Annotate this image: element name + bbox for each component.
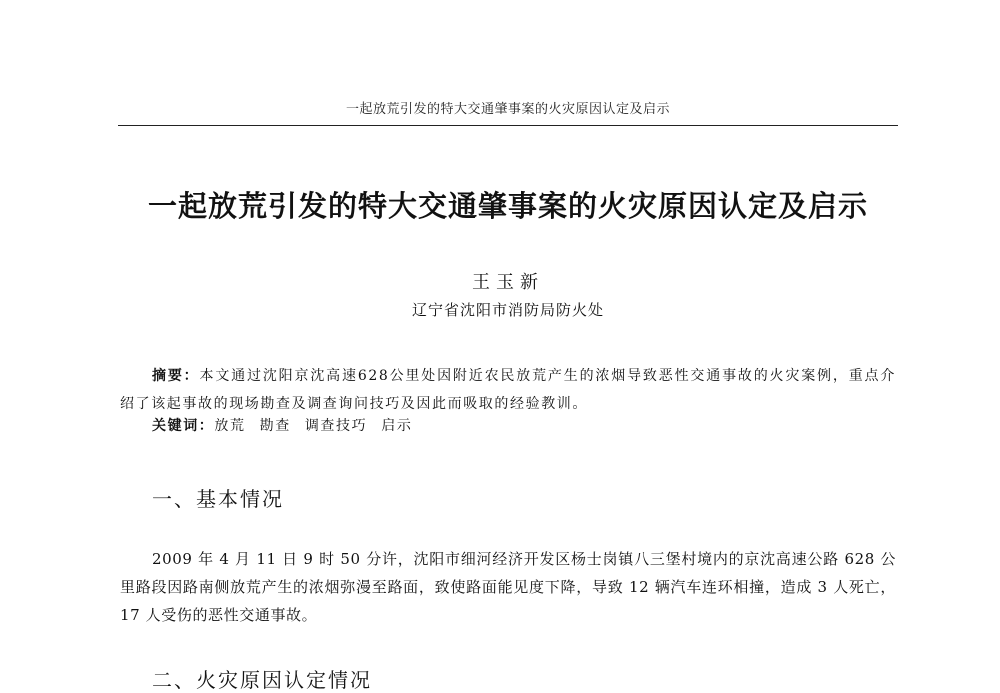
keyword: 勘查: [259, 418, 291, 434]
abstract-label: 摘要：: [152, 368, 200, 384]
keyword: 启示: [381, 418, 413, 434]
keywords: [152, 414, 896, 438]
abstract: [120, 362, 896, 418]
abstract-text: 本文通过沈阳京沈高速628公里处因附近农民放荒产生的浓烟导致恶性交通事故的火灾案例，重点介绍了该起事故的现场勘查及调查询问技巧及因此而吸取的经验教训。: [120, 368, 896, 412]
author-affiliation: 辽宁省沈阳市消防局防火处: [411, 301, 604, 319]
section-heading: 一、基本情况: [152, 487, 284, 511]
keywords-label: 关键词：: [152, 418, 215, 434]
keyword: 调查技巧: [304, 418, 368, 434]
running-header: 一起放荒引发的特大交通肇事案的火灾原因认定及启示: [345, 102, 670, 117]
article-title: 一起放荒引发的特大交通肇事案的火灾原因认定及启示: [147, 189, 868, 223]
keyword: 放荒: [214, 418, 246, 434]
header-divider: [118, 125, 898, 126]
author-name: 王玉新: [472, 272, 544, 293]
section-paragraph: 2009 年 4 月 11 日 9 时 50 分许，沈阳市细河经济开发区杨士岗镇八三堡村境内的京沈高速公路 628 公里路段因路南侧放荒产生的浓烟弥漫至路面，致使路面能见度下降，导致 12 辆汽车连环相撞，造成 3 人死亡，17 人受伤的恶性交通事故。: [120, 550, 896, 624]
section-heading: 二、火灾原因认定情况: [152, 668, 372, 692]
